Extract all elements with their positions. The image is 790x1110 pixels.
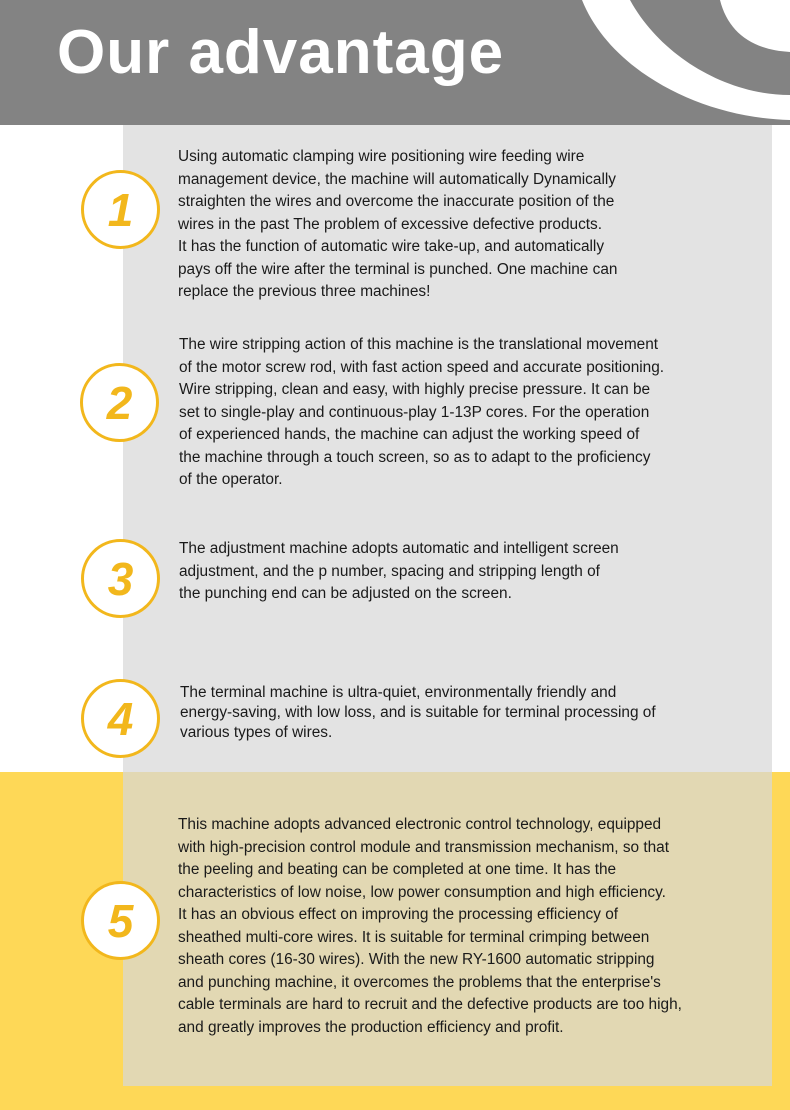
page-header [0,0,790,125]
page-title: Our advantage [57,18,505,87]
advantage-text-4: The terminal machine is ultra-quiet, environmentally friendly and energy-saving, with low loss, and is suitable for terminal processing of various types of wires. [180,684,656,741]
number-badge-2 [80,363,159,442]
badge-number: 4 [107,692,134,745]
badge-number: 1 [107,183,134,236]
advantage-text-3: The adjustment machine adopts automatic and intelligent screen adjustment, and the p number, spacing and stripping length of the punching end can be adjusted on the screen. [179,540,619,602]
badge-number: 2 [106,376,133,429]
number-badge-1 [81,170,160,249]
advantage-text-5: This machine adopts advanced electronic control technology, equipped with high-precision control module and transmission mechanism, so that the peeling and beating can be completed at one time. It has the characteristics of low noise, low power consumption and high efficiency. It has an obvious effect on improving the processing efficiency of sheathed multi-core wires. It is suitable for terminal crimping between sheath cores (16-30 wires). With the new RY-1600 automatic stripping and punching machine, it overcomes the problems that the enterprise's cable terminals are hard to recruit and the defective products are too high, and greatly improves the production efficiency and profit. [178,816,682,1036]
number-badge-4 [81,679,160,758]
advantage-text-1: Using automatic clamping wire positioning wire feeding wire management device, the machine will automatically Dynamically straighten the wires and overcome the inaccurate position of the wires in the past The problem of excessive defective products. It has the function of automatic wire take-up, and automatically pays off the wire after the terminal is punched. One machine can replace the previous three machines! [178,148,618,300]
number-badge-3 [81,539,160,618]
badge-number: 3 [107,552,134,605]
number-badge-5 [81,881,160,960]
advantage-text-2: The wire stripping action of this machine is the translational movement of the motor screw rod, with fast action speed and accurate positioning. Wire stripping, clean and easy, with highly precise pressure. It can be set to single-play and continuous-play 1-13P cores. For the operation of experienced hands, the machine can adjust the working speed of the machine through a touch screen, so as to adapt to the proficiency of the operator. [179,336,665,488]
badge-number: 5 [107,894,134,947]
